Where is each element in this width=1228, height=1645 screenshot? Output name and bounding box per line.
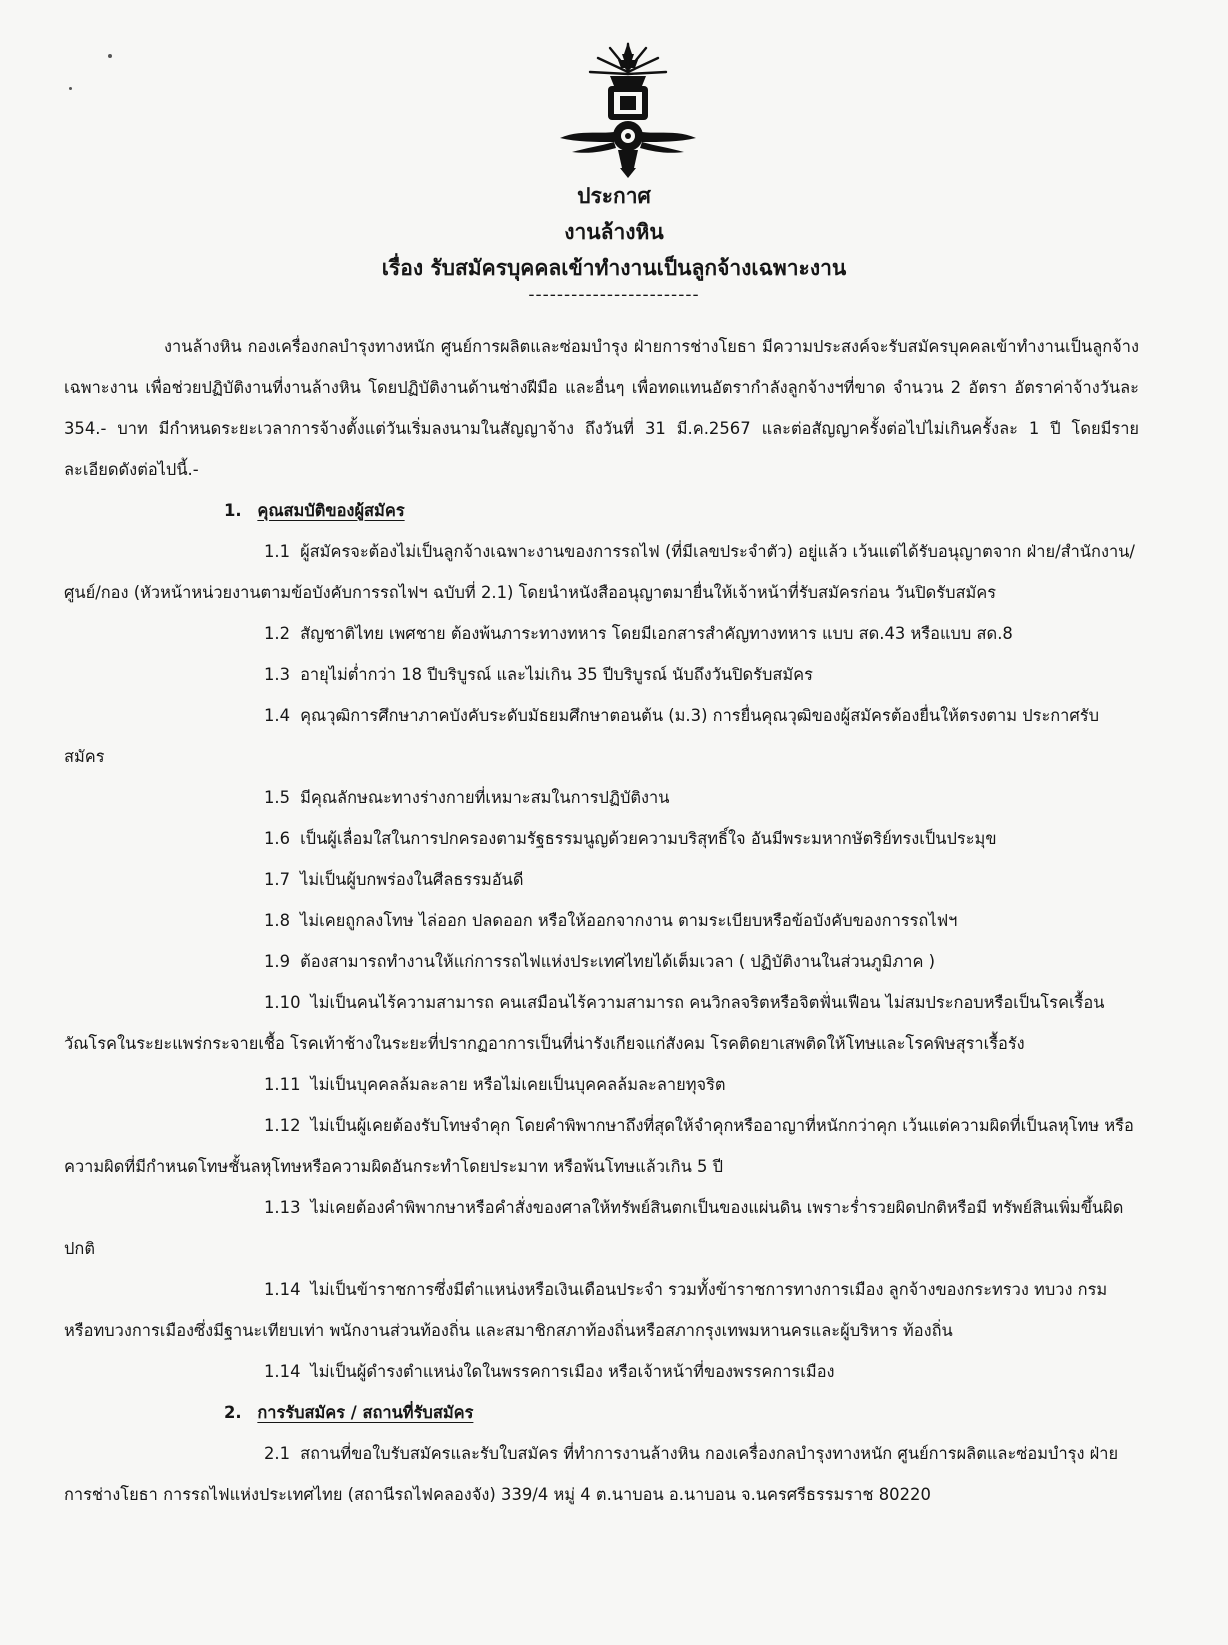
item-text: ไม่เคยต้องคำพิพากษาหรือคำสั่งของศาลให้ทรัพย์สินตกเป็นของแผ่นดิน เพราะร่ำรวยผิดปกติหรือมี ทรัพย์สินเพิ่มขึ้นผิดปกติ [64,1198,1124,1258]
item-number: 1.14 [264,1362,301,1381]
item-text: เป็นผู้เลื่อมใสในการปกครองตามรัฐธรรมนูญด้วยความบริสุทธิ์ใจ อันมีพระมหากษัตริย์ทรงเป็นประมุข [300,829,997,848]
item-number: 1.9 [264,952,291,971]
announcement-title: ประกาศ [577,184,651,208]
list-item [64,613,1139,654]
item-number: 1.14 [264,1280,301,1299]
scan-speck [108,54,112,58]
list-item [64,900,1139,941]
section-2-number: 2. [224,1403,242,1422]
item-number: 1.13 [264,1198,301,1217]
list-item [64,1064,1139,1105]
list-item [64,1269,1139,1351]
item-text: ไม่เป็นผู้ดำรงตำแหน่งใดในพรรคการเมือง หรือเจ้าหน้าที่ของพรรคการเมือง [310,1362,835,1381]
section-2-title: การรับสมัคร / สถานที่รับสมัคร [257,1403,474,1422]
list-item [64,859,1139,900]
announcement-header [0,178,1228,306]
list-item [64,1105,1139,1187]
item-number: 1.4 [264,706,291,725]
item-text: ผู้สมัครจะต้องไม่เป็นลูกจ้างเฉพาะงานของการรถไฟ (ที่มีเลขประจำตัว) อยู่แล้ว เว้นแต่ได้รับอนุญาตจาก ฝ่าย/สำนักงาน/ศูนย์/กอง (หัวหน้าหน่วยงานตามข้อบังคับการรถไฟฯ ฉบับที่ 2.1) โดยนำหนังสืออนุญาตมายื่นให้เจ้าหน้าที่รับสมัครก่อน วันปิดรับสมัคร [64,542,1135,602]
item-number: 1.12 [264,1116,301,1135]
announcement-unit: งานล้างหิน [564,220,664,244]
section-1-number: 1. [224,501,242,520]
item-text: ไม่เป็นผู้เคยต้องรับโทษจำคุก โดยคำพิพากษาถึงที่สุดให้จำคุกหรืออาญาที่หนักกว่าคุก เว้นแต่ความผิดที่เป็นลหุโทษ หรือความผิดที่มีกำหนดโทษชั้นลหุโทษหรือความผิดอันกระทำโดยประมาท หรือพ้นโทษแล้วเกิน 5 ปี [64,1116,1134,1176]
item-text: ไม่เป็นผู้บกพร่องในศีลธรรมอันดี [300,870,524,889]
document-body [64,326,1139,1515]
announcement-subject: เรื่อง รับสมัครบุคคลเข้าทำงานเป็นลูกจ้างเฉพาะงาน [381,256,847,280]
intro-paragraph: งานล้างหิน กองเครื่องกลบำรุงทางหนัก ศูนย์การผลิตและซ่อมบำรุง ฝ่ายการช่างโยธา มีความประสงค์จะรับสมัครบุคคลเข้าทำงานเป็นลูกจ้างเฉพาะงาน เพื่อช่วยปฏิบัติงานที่งานล้างหิน โดยปฏิบัติงานด้านช่างฝีมือ และอื่นๆ เพื่อทดแทนอัตรากำลังลูกจ้างฯที่ขาด จำนวน 2 อัตรา อัตราค่าจ้างวันละ 354.- บาท มีกำหนดระยะเวลาการจ้างตั้งแต่วันเริ่มลงนามในสัญญาจ้าง ถึงวันที่ 31 มี.ค.2567 และต่อสัญญาครั้งต่อไปไม่เกินครั้งละ 1 ปี โดยมีรายละเอียดดังต่อไปนี้.- [64,337,1139,479]
item-text: ไม่เป็นข้าราชการซึ่งมีตำแหน่งหรือเงินเดือนประจำ รวมทั้งข้าราชการทางการเมือง ลูกจ้างของกระทรวง ทบวง กรม หรือทบวงการเมืองซึ่งมีฐานะเทียบเท่า พนักงานส่วนท้องถิ่น และสมาชิกสภาท้องถิ่นหรือสภากรุงเทพมหานครและผู้บริหาร ท้องถิ่น [64,1280,1108,1340]
title-divider: ------------------------ [528,285,700,305]
section-2-heading [224,1392,1139,1433]
railway-emblem-icon [558,38,698,180]
scan-speck [69,87,72,90]
item-number: 1.5 [264,788,291,807]
item-number: 1.7 [264,870,291,889]
list-item [64,1187,1139,1269]
list-item [64,982,1139,1064]
item-number: 1.1 [264,542,291,561]
item-number: 1.10 [264,993,301,1012]
item-number: 1.6 [264,829,291,848]
item-text: มีคุณลักษณะทางร่างกายที่เหมาะสมในการปฏิบัติงาน [300,788,670,807]
list-item [64,1433,1139,1515]
list-item [64,531,1139,613]
list-item [64,695,1139,777]
item-text: สถานที่ขอใบรับสมัครและรับใบสมัคร ที่ทำการงานล้างหิน กองเครื่องกลบำรุงทางหนัก ศูนย์การผลิตและซ่อมบำรุง ฝ่ายการช่างโยธา การรถไฟแห่งประเทศไทย (สถานีรถไฟคลองจัง) 339/4 หมู่ 4 ต.นาบอน อ.นาบอน จ.นครศรีธรรมราช 80220 [64,1444,1119,1504]
item-text: ไม่เป็นคนไร้ความสามารถ คนเสมือนไร้ความสามารถ คนวิกลจริตหรือจิตฟั่นเฟือน ไม่สมประกอบหรือเป็นโรคเรื้อน วัณโรคในระยะแพร่กระจายเชื้อ โรคเท้าช้างในระยะที่ปรากฏอาการเป็นที่น่ารังเกียจแก่สังคม โรคติดยาเสพติดให้โทษและโรคพิษสุราเรื้อรัง [64,993,1105,1053]
item-text: ไม่เคยถูกลงโทษ ไล่ออก ปลดออก หรือให้ออกจากงาน ตามระเบียบหรือข้อบังคับของการรถไฟฯ [300,911,958,930]
item-text: สัญชาติไทย เพศชาย ต้องพ้นภาระทางทหาร โดยมีเอกสารสำคัญทางทหาร แบบ สด.43 หรือแบบ สด.8 [300,624,1013,643]
list-item [64,941,1139,982]
list-item [64,654,1139,695]
list-item [64,777,1139,818]
item-text: ต้องสามารถทำงานให้แก่การรถไฟแห่งประเทศไทยได้เต็มเวลา ( ปฏิบัติงานในส่วนภูมิภาค ) [300,952,936,971]
qualification-list [64,531,1139,1392]
item-text: ไม่เป็นบุคคลล้มละลาย หรือไม่เคยเป็นบุคคลล้มละลายทุจริต [310,1075,726,1094]
section-1-heading [224,490,1139,531]
item-number: 1.11 [264,1075,301,1094]
item-text: คุณวุฒิการศึกษาภาคบังคับระดับมัธยมศึกษาตอนต้น (ม.3) การยื่นคุณวุฒิของผู้สมัครต้องยื่นให้ตรงตาม ประกาศรับสมัคร [64,706,1100,766]
list-item [64,818,1139,859]
section-1-title: คุณสมบัติของผู้สมัคร [257,501,405,520]
item-text: อายุไม่ต่ำกว่า 18 ปีบริบูรณ์ และไม่เกิน 35 ปีบริบูรณ์ นับถึงวันปิดรับสมัคร [300,665,813,684]
item-number: 1.2 [264,624,291,643]
item-number: 1.3 [264,665,291,684]
item-number: 2.1 [264,1444,291,1463]
item-number: 1.8 [264,911,291,930]
list-item [64,1351,1139,1392]
